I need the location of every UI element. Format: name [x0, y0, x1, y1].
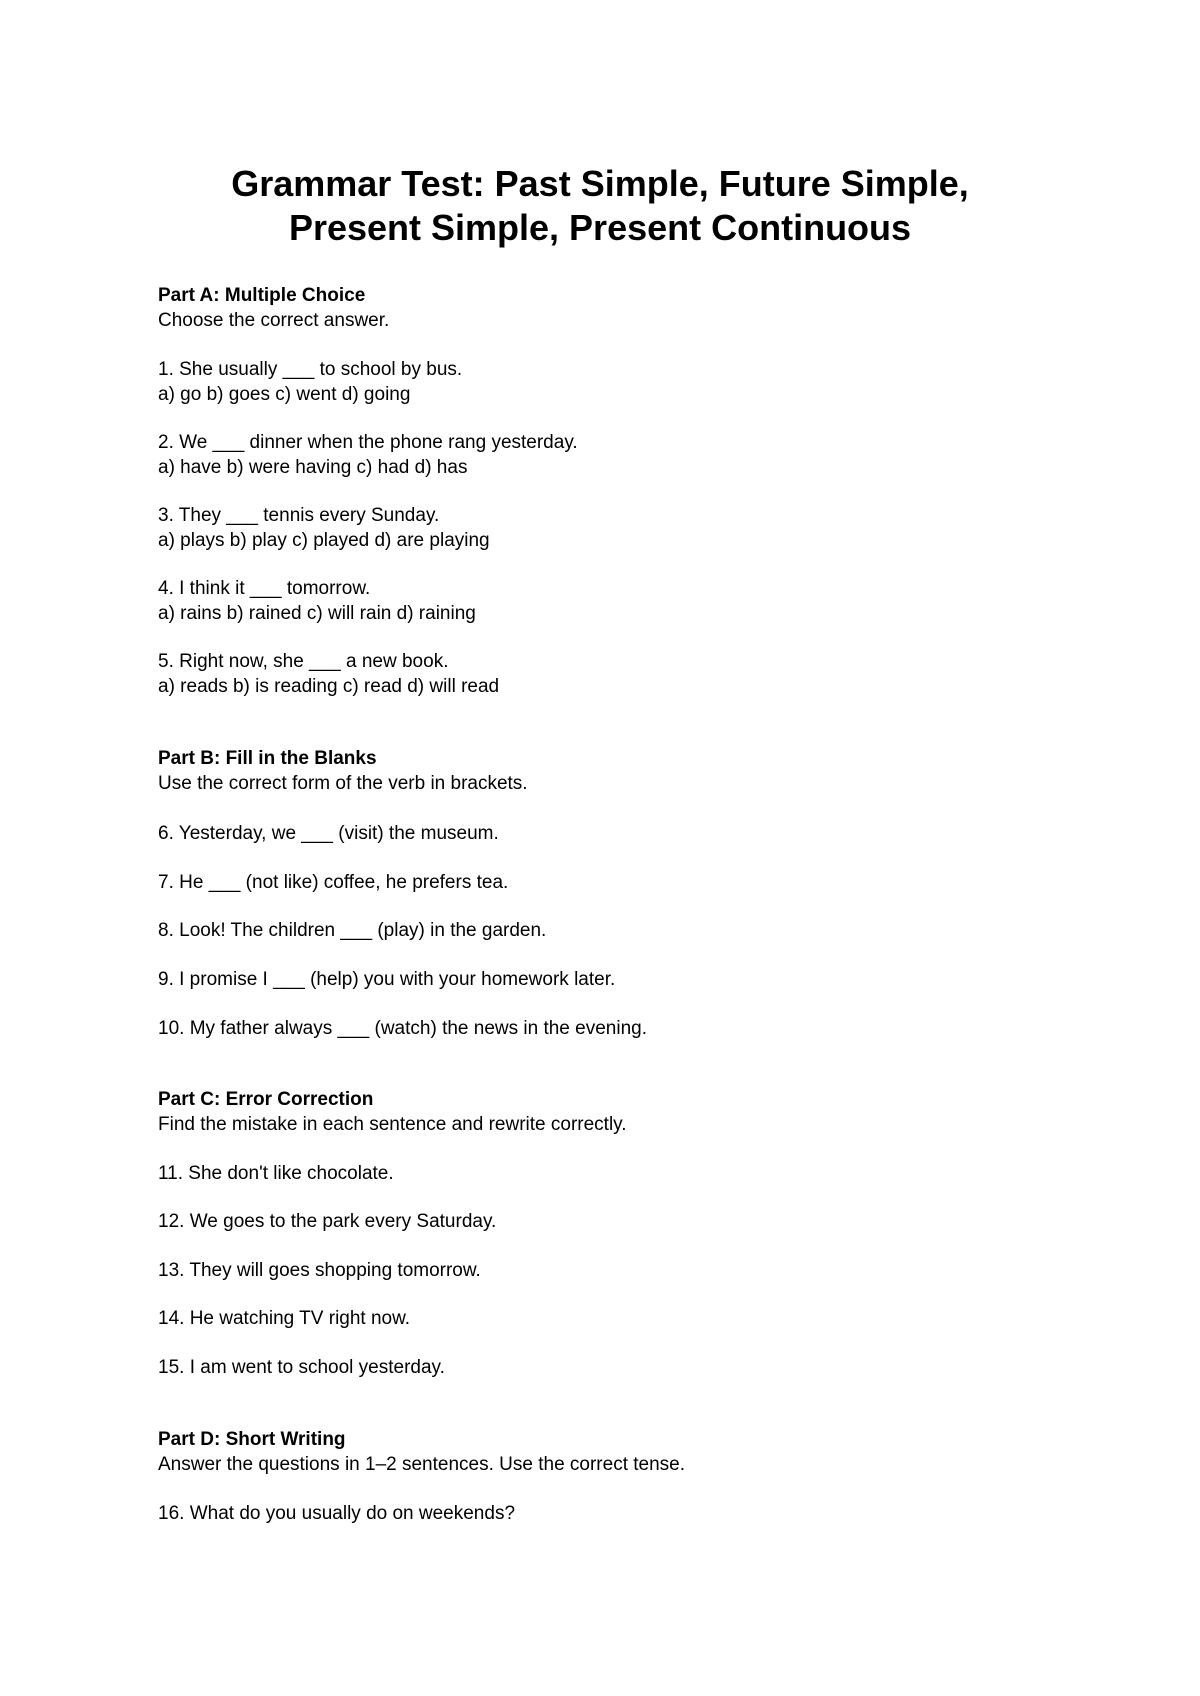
part-a-instruction: Choose the correct answer.	[158, 310, 390, 331]
question-1: 1. She usually ___ to school by bus.	[158, 359, 463, 380]
question-4: 4. I think it ___ tomorrow.	[158, 578, 371, 599]
part-c-heading: Part C: Error Correction	[158, 1089, 374, 1110]
question-15: 15. I am went to school yesterday.	[158, 1357, 445, 1378]
question-13: 13. They will goes shopping tomorrow.	[158, 1260, 481, 1281]
page-title-line-1: Grammar Test: Past Simple, Future Simple,	[231, 163, 969, 204]
part-d-instruction: Answer the questions in 1–2 sentences. Use the correct tense.	[158, 1454, 686, 1475]
page-title-line-2: Present Simple, Present Continuous	[288, 207, 912, 248]
question-16: 16. What do you usually do on weekends?	[158, 1503, 516, 1524]
question-8: 8. Look! The children ___ (play) in the garden.	[158, 920, 547, 941]
question-1-options: a) go b) goes c) went d) going	[158, 384, 411, 405]
question-7: 7. He ___ (not like) coffee, he prefers tea.	[158, 872, 509, 893]
question-14: 14. He watching TV right now.	[158, 1308, 411, 1329]
question-6: 6. Yesterday, we ___ (visit) the museum.	[158, 823, 499, 844]
question-3-options: a) plays b) play c) played d) are playing	[158, 530, 490, 551]
question-12: 12. We goes to the park every Saturday.	[158, 1211, 497, 1232]
part-b-instruction: Use the correct form of the verb in brackets.	[158, 773, 528, 794]
part-d-heading: Part D: Short Writing	[158, 1429, 346, 1450]
question-9: 9. I promise I ___ (help) you with your homework later.	[158, 969, 616, 990]
question-2-options: a) have b) were having c) had d) has	[158, 457, 468, 478]
question-10: 10. My father always ___ (watch) the news in the evening.	[158, 1018, 647, 1039]
question-4-options: a) rains b) rained c) will rain d) raining	[158, 603, 476, 624]
question-3: 3. They ___ tennis every Sunday.	[158, 505, 440, 526]
part-a-heading: Part A: Multiple Choice	[158, 285, 366, 306]
question-5: 5. Right now, she ___ a new book.	[158, 651, 449, 672]
question-11: 11. She don't like chocolate.	[158, 1163, 394, 1184]
part-c-instruction: Find the mistake in each sentence and rewrite correctly.	[158, 1114, 627, 1135]
part-b-heading: Part B: Fill in the Blanks	[158, 748, 377, 769]
question-2: 2. We ___ dinner when the phone rang yesterday.	[158, 432, 578, 453]
question-5-options: a) reads b) is reading c) read d) will read	[158, 676, 500, 697]
